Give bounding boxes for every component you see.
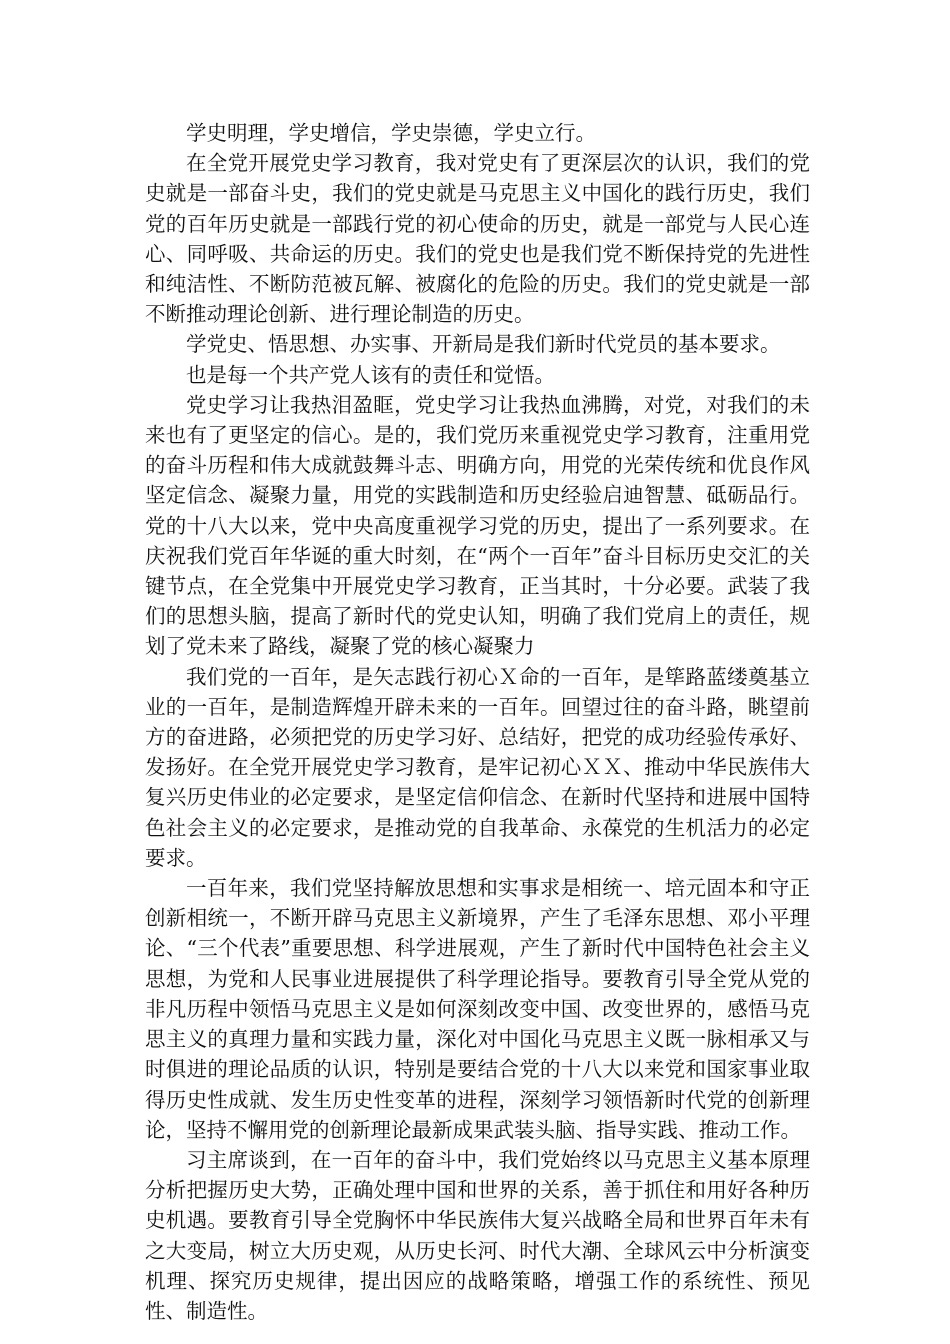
paragraph: 习主席谈到，在一百年的奋斗中，我们党始终以马克思主义基本原理分析把握历史大势，正确处理中国和世界的关系，善于抓住和用好各种历史机遇。要教育引导全党胸怀中华民族伟大复兴战略全局和世界百年未有之大变局，树立大历史观，从历史长河、时代大潮、全球风云中分析演变机理、探究历史规律，提出因应的战略策略，增强工作的系统性、预见性、制造性。: [145, 1147, 810, 1323]
document-page: [145, 118, 810, 1326]
paragraph: 学史明理，学史增信，学史崇德，学史立行。: [186, 121, 596, 145]
paragraph: 学党史、悟思想、办实事、开新局是我们新时代党员的基本要求。: [186, 332, 781, 357]
paragraph: 党史学习让我热泪盈眶，党史学习让我热血沸腾，对党，对我们的未来也有了更坚定的信心。是的，我们党历来重视党史学习教育，注重用党的奋斗历程和伟大成就鼓舞斗志、明确方向，用党的光荣传统和优良作风坚定信念、凝聚力量，用党的实践制造和历史经验启迪智慧、砥砺品行。党的十八大以来，党中央高度重视学习党的历史，提出了一系列要求。在庆祝我们党百年华诞的重大时刻，在“两个一百年”奋斗目标历史交汇的关键节点，在全党集中开展党史学习教育，正当其时，十分必要。武装了我们的思想头脑，提高了新时代的党史认知，明确了我们党肩上的责任，规划了党未来了路线，凝聚了党的核心凝聚力: [145, 392, 810, 659]
paragraph: 一百年来，我们党坚持解放思想和实事求是相统一、培元固本和守正创新相统一，不断开辟马克思主义新境界，产生了毛泽东思想、邓小平理论、“三个代表”重要思想、科学进展观，产生了新时代中国特色社会主义思想，为党和人民事业进展提供了科学理论指导。要教育引导全党从党的非凡历程中领悟马克思主义是如何深刻改变中国、改变世界的，感悟马克思主义的真理力量和实践力量，深化对中国化马克思主义既一脉相承又与时俱进的理论品质的认识，特别是要结合党的十八大以来党和国家事业取得历史性成就、发生历史性变革的进程，深刻学习领悟新时代党的创新理论，坚持不懈用党的创新理论最新成果武装头脑、指导实践、推动工作。: [145, 876, 810, 1142]
paragraph: 在全党开展党史学习教育，我对党史有了更深层次的认识，我们的党史就是一部奋斗史，我们的党史就是马克思主义中国化的践行历史，我们党的百年历史就是一部践行党的初心使命的历史，就是一部党与人民心连心、同呼吸、共命运的历史。我们的党史也是我们党不断保持党的先进性和纯洁性、不断防范被瓦解、被腐化的危险的历史。我们的党史就是一部不断推动理论创新、进行理论制造的历史。: [145, 151, 810, 327]
paragraph: 也是每一个共产党人该有的责任和觉悟。: [186, 362, 555, 387]
paragraph: 我们党的一百年，是矢志践行初心Ｘ命的一百年，是筚路蓝缕奠基立业的一百年，是制造辉煌开辟未来的一百年。回望过往的奋斗路，眺望前方的奋进路，必须把党的历史学习好、总结好，把党的成功经验传承好、发扬好。在全党开展党史学习教育，是牢记初心ＸＸ、推动中华民族伟大复兴历史伟业的必定要求，是坚定信仰信念、在新时代坚持和进展中国特色社会主义的必定要求，是推动党的自我革命、永葆党的生机活力的必定要求。: [145, 664, 810, 870]
